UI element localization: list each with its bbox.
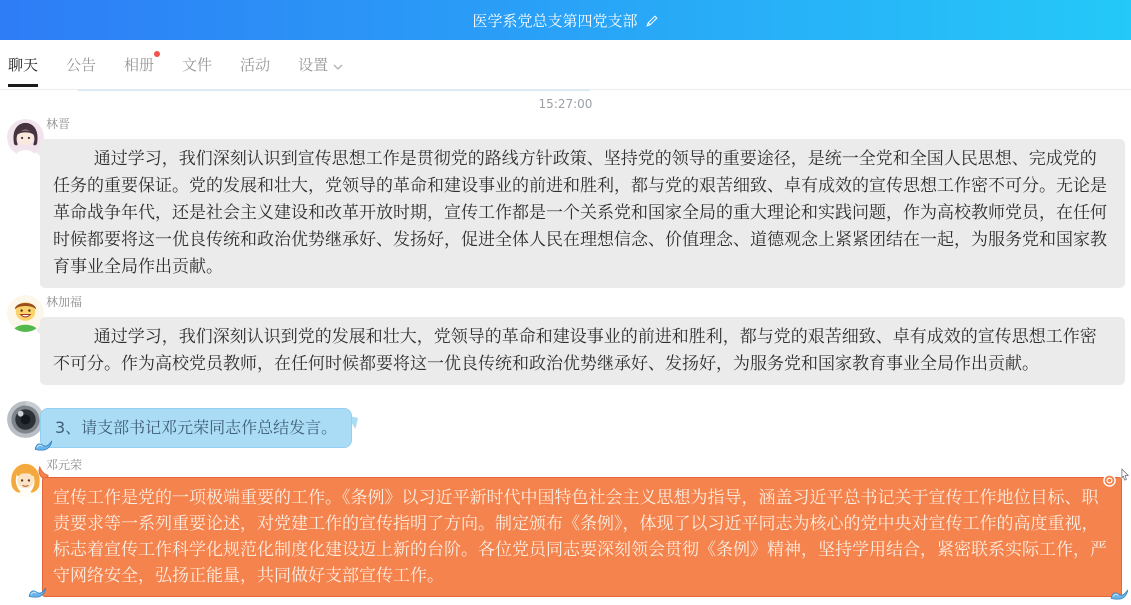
- avatar-camera-lens[interactable]: [7, 401, 44, 438]
- message-bubble-linjin[interactable]: 通过学习，我们深刻认识到宣传思想工作是贯彻党的路线方针政策、坚持党的领导的重要途径，是统一全党和全国人民思想、完成党的任务的重要保证。党的发展和壮大，党领导的革命和建设事业的前进和胜利，都与党的艰苦细致、卓有成效的宣传思想工作密不可分。无论是革命战争年代，还是社会主义建设和改革开放时期，宣传工作都是一个关系党和国家全局的重大理论和实践问题，作为高校教师党员，在任何时候都要将这一优良传统和政治优势继承好、发扬好，促进全体人民在理想信念、价值理念、道德观念上紧紧团结在一起，为服务党和国家教育事业全局作出贡献。: [40, 139, 1125, 288]
- tab-album[interactable]: [124, 40, 154, 89]
- tab-files-label: 文件: [182, 56, 213, 74]
- tab-activities-label: 活动: [240, 56, 271, 74]
- tab-settings[interactable]: [298, 40, 343, 89]
- tab-chat[interactable]: [8, 40, 38, 89]
- sender-name-linjin: 林晋: [46, 117, 71, 131]
- tab-announcements-label: 公告: [66, 56, 97, 74]
- wave-decoration-icon: [28, 584, 47, 603]
- tab-announcements[interactable]: [66, 40, 96, 89]
- tabbar-divider: [78, 89, 590, 91]
- tab-activities[interactable]: [240, 40, 270, 89]
- tab-files[interactable]: [182, 40, 212, 89]
- chevron-down-icon: [333, 56, 343, 74]
- sender-name-linjiafu: 林加福: [46, 295, 83, 309]
- wave-decoration-icon: [34, 437, 53, 456]
- tab-bar: [0, 40, 1131, 90]
- tab-album-label: 相册: [124, 56, 155, 74]
- message-bubble-host[interactable]: 3、请支部书记邓元荣同志作总结发言。: [40, 408, 352, 448]
- tab-chat-label: 聊天: [8, 56, 39, 74]
- message-timestamp: 15:27:00: [538, 97, 593, 111]
- sender-name-dengyuanrong: 邓元荣: [46, 458, 83, 472]
- message-bubble-linjiafu[interactable]: 通过学习，我们深刻认识到党的发展和壮大，党领导的革命和建设事业的前进和胜利，都与党的艰苦细致、卓有成效的宣传思想工作密不可分。作为高校党员教师，在任何时候都要将这一优良传统和政治优势继承好、发扬好，为服务党和国家教育事业全局作出贡献。: [40, 317, 1125, 385]
- tab-settings-label: 设置: [298, 56, 329, 74]
- notification-dot: [154, 51, 160, 57]
- cursor-arrow-icon: [1121, 466, 1130, 485]
- resize-handle-icon[interactable]: [1103, 472, 1116, 491]
- wave-decoration-icon: [1110, 586, 1129, 605]
- group-title: 医学系党总支第四党支部: [472, 11, 638, 30]
- edit-pencil-icon[interactable]: [645, 14, 659, 28]
- window-header: [0, 0, 1131, 40]
- message-bubble-dengyuanrong[interactable]: 宣传工作是党的一项极端重要的工作。《条例》以习近平新时代中国特色社会主义思想为指导，涵盖习近平总书记关于宣传工作地位目标、职责要求等一系列重要论述，对党建工作的宣传指明了方向。制定颁布《条例》，体现了以习近平同志为核心的党中央对宣传工作的高度重视，标志着宣传工作科学化规范化制度化建设迈上新的台阶。各位党员同志要深刻领会贯彻《条例》精神，坚持学用结合，紧密联系实际工作，严守网络安全，弘扬正能量，共同做好支部宣传工作。: [42, 477, 1122, 597]
